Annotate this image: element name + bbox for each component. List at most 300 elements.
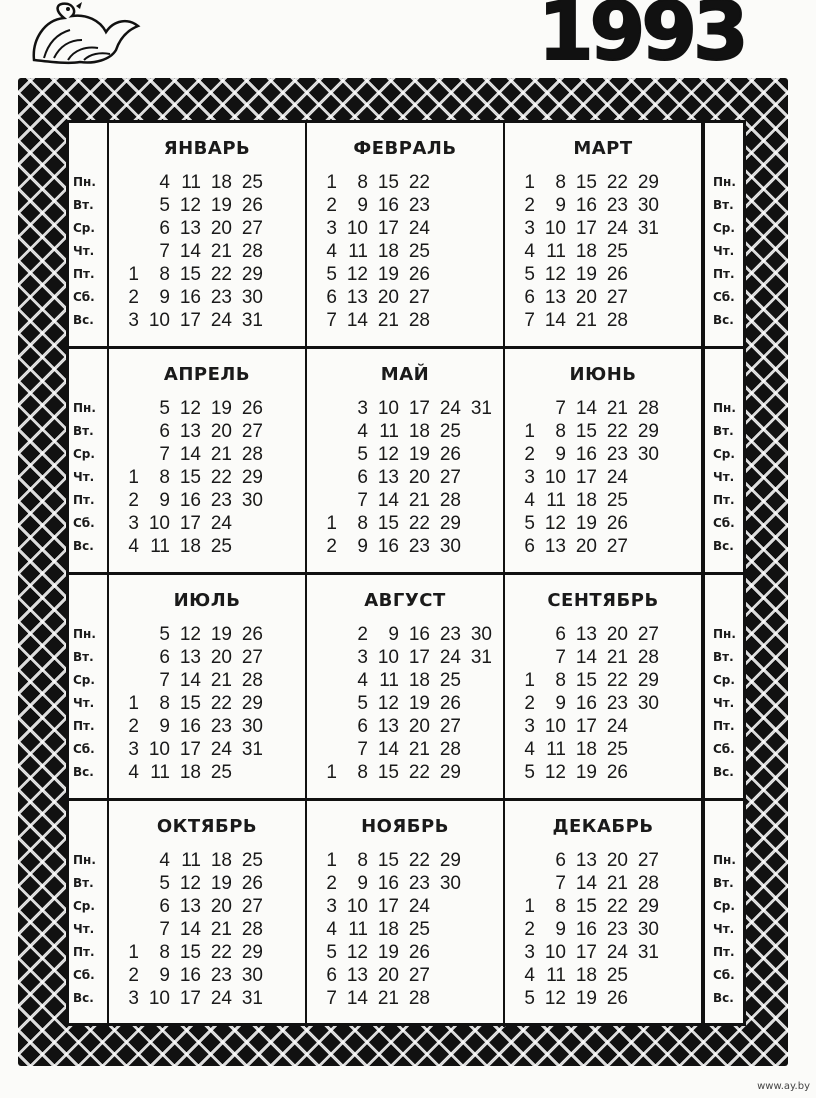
week-row bbox=[117, 895, 265, 918]
day-number: 22 bbox=[408, 850, 430, 871]
day-number bbox=[630, 761, 661, 784]
day-number bbox=[463, 692, 494, 715]
day-number: 17 bbox=[179, 739, 201, 760]
week-row bbox=[513, 692, 661, 715]
day-number: 27 bbox=[241, 647, 263, 668]
weekday-label: Вт. bbox=[713, 424, 734, 438]
weekday-column bbox=[69, 349, 109, 572]
day-number: 15 bbox=[575, 896, 597, 917]
weekday-label: Пн. bbox=[73, 401, 96, 415]
day-number: 1 bbox=[326, 172, 337, 193]
day-number: 30 bbox=[241, 965, 263, 986]
day-number: 10 bbox=[544, 942, 566, 963]
day-number: 13 bbox=[575, 850, 597, 871]
day-number: 16 bbox=[408, 624, 430, 645]
day-number: 12 bbox=[346, 942, 368, 963]
month-name: ИЮЛЬ bbox=[173, 590, 241, 611]
day-number: 1 bbox=[326, 513, 337, 534]
day-number bbox=[315, 715, 339, 738]
day-number: 30 bbox=[637, 919, 659, 940]
day-number: 16 bbox=[377, 195, 399, 216]
day-number: 9 bbox=[357, 873, 368, 894]
day-number: 29 bbox=[637, 172, 659, 193]
weekday-label: Пн. bbox=[713, 853, 736, 867]
week-row bbox=[513, 535, 661, 558]
weekday-label: Сб. bbox=[73, 968, 95, 982]
day-number bbox=[117, 669, 141, 692]
day-number: 15 bbox=[575, 172, 597, 193]
week-row bbox=[513, 918, 661, 941]
weekday-label: Вс. bbox=[73, 313, 94, 327]
day-number: 4 bbox=[524, 490, 535, 511]
day-number: 11 bbox=[379, 421, 399, 442]
day-number bbox=[315, 420, 339, 443]
day-number: 6 bbox=[357, 716, 368, 737]
day-number: 14 bbox=[179, 919, 201, 940]
day-number: 6 bbox=[555, 624, 566, 645]
day-number: 23 bbox=[606, 444, 628, 465]
day-number: 10 bbox=[148, 310, 170, 331]
month-block bbox=[109, 575, 307, 798]
week-row bbox=[513, 263, 661, 286]
day-number bbox=[513, 646, 537, 669]
day-number bbox=[630, 286, 661, 309]
day-number: 2 bbox=[524, 919, 535, 940]
day-number: 11 bbox=[181, 172, 201, 193]
day-number: 16 bbox=[377, 873, 399, 894]
day-number: 30 bbox=[241, 490, 263, 511]
day-number: 29 bbox=[241, 264, 263, 285]
weekday-label: Вс. bbox=[713, 539, 734, 553]
day-number: 11 bbox=[348, 919, 368, 940]
calendar-grid bbox=[66, 120, 746, 1026]
day-number: 18 bbox=[377, 919, 399, 940]
day-number bbox=[463, 761, 494, 784]
day-number: 3 bbox=[357, 647, 368, 668]
day-number: 9 bbox=[555, 693, 566, 714]
weekday-label: Пт. bbox=[713, 719, 735, 733]
day-number: 24 bbox=[606, 467, 628, 488]
day-number: 13 bbox=[346, 965, 368, 986]
day-number bbox=[432, 286, 463, 309]
weekday-label: Пн. bbox=[73, 627, 96, 641]
day-number: 24 bbox=[210, 310, 232, 331]
day-number: 26 bbox=[606, 762, 628, 783]
month-block bbox=[505, 575, 703, 798]
day-number: 20 bbox=[408, 467, 430, 488]
day-number: 12 bbox=[544, 988, 566, 1009]
day-number bbox=[513, 849, 537, 872]
week-row bbox=[117, 872, 265, 895]
week-row bbox=[513, 715, 661, 738]
weekday-label: Ср. bbox=[73, 447, 95, 461]
day-number: 4 bbox=[128, 536, 139, 557]
day-number: 21 bbox=[377, 988, 399, 1009]
week-row bbox=[315, 715, 494, 738]
day-number bbox=[463, 715, 494, 738]
weekday-label: Ср. bbox=[713, 447, 735, 461]
day-number: 1 bbox=[128, 467, 139, 488]
day-number bbox=[117, 171, 141, 194]
day-number: 10 bbox=[148, 988, 170, 1009]
day-number bbox=[463, 738, 494, 761]
day-number bbox=[432, 987, 463, 1010]
day-number: 10 bbox=[148, 739, 170, 760]
day-number: 16 bbox=[179, 287, 201, 308]
day-number: 12 bbox=[179, 873, 201, 894]
weekday-label: Пн. bbox=[713, 627, 736, 641]
day-number: 6 bbox=[159, 421, 170, 442]
weekday-label: Вс. bbox=[713, 313, 734, 327]
week-row bbox=[117, 263, 265, 286]
day-number: 31 bbox=[470, 398, 492, 419]
day-number: 28 bbox=[606, 310, 628, 331]
day-number: 18 bbox=[408, 670, 430, 691]
day-number: 25 bbox=[241, 172, 263, 193]
day-number: 18 bbox=[575, 241, 597, 262]
week-row bbox=[315, 286, 463, 309]
day-number: 27 bbox=[606, 287, 628, 308]
day-number: 23 bbox=[606, 195, 628, 216]
week-row bbox=[315, 646, 494, 669]
month-name: ЯНВАРЬ bbox=[163, 138, 251, 159]
day-number: 4 bbox=[357, 670, 368, 691]
day-number: 21 bbox=[575, 310, 597, 331]
day-number: 28 bbox=[637, 398, 659, 419]
weekday-column bbox=[703, 349, 743, 572]
day-number: 16 bbox=[377, 536, 399, 557]
week-row bbox=[117, 692, 265, 715]
week-row bbox=[513, 761, 661, 784]
day-number: 15 bbox=[377, 850, 399, 871]
day-number: 12 bbox=[179, 195, 201, 216]
day-number: 15 bbox=[179, 467, 201, 488]
week-row bbox=[315, 761, 494, 784]
day-number: 18 bbox=[575, 490, 597, 511]
week-row bbox=[117, 309, 265, 332]
day-number: 2 bbox=[128, 287, 139, 308]
day-number: 25 bbox=[439, 670, 461, 691]
day-number: 5 bbox=[159, 195, 170, 216]
weekday-label: Чт. bbox=[73, 244, 95, 258]
day-number: 12 bbox=[179, 398, 201, 419]
day-number: 14 bbox=[575, 398, 597, 419]
weekday-label: Сб. bbox=[713, 968, 735, 982]
weekday-label: Пт. bbox=[713, 945, 735, 959]
day-number: 8 bbox=[159, 693, 170, 714]
day-number: 5 bbox=[524, 762, 535, 783]
day-number: 21 bbox=[408, 490, 430, 511]
week-row bbox=[513, 466, 661, 489]
day-number: 8 bbox=[357, 513, 368, 534]
day-number: 23 bbox=[408, 873, 430, 894]
weekday-label: Вс. bbox=[713, 765, 734, 779]
day-number: 7 bbox=[159, 241, 170, 262]
day-number: 29 bbox=[637, 896, 659, 917]
day-number bbox=[315, 669, 339, 692]
day-number: 25 bbox=[408, 241, 430, 262]
week-row bbox=[117, 918, 265, 941]
week-row bbox=[513, 512, 661, 535]
month-block bbox=[505, 123, 703, 346]
day-number: 20 bbox=[210, 421, 232, 442]
week-row bbox=[315, 692, 494, 715]
day-number: 23 bbox=[439, 624, 461, 645]
quarter-row bbox=[69, 349, 743, 575]
weekday-label: Вс. bbox=[73, 991, 94, 1005]
day-number bbox=[315, 443, 339, 466]
weekday-label: Пт. bbox=[713, 267, 735, 281]
day-number bbox=[463, 535, 494, 558]
day-number: 21 bbox=[210, 241, 232, 262]
day-number: 22 bbox=[408, 762, 430, 783]
day-number: 25 bbox=[210, 762, 232, 783]
day-number: 6 bbox=[159, 896, 170, 917]
day-number: 29 bbox=[439, 762, 461, 783]
watermark: www.ay.by bbox=[757, 1081, 810, 1092]
day-number: 22 bbox=[606, 421, 628, 442]
week-row bbox=[117, 240, 265, 263]
day-number: 19 bbox=[408, 693, 430, 714]
day-number bbox=[432, 194, 463, 217]
day-number: 27 bbox=[241, 896, 263, 917]
day-number: 3 bbox=[128, 513, 139, 534]
week-row bbox=[513, 286, 661, 309]
day-number bbox=[630, 512, 661, 535]
day-number bbox=[630, 466, 661, 489]
day-number bbox=[513, 872, 537, 895]
month-name: АВГУСТ bbox=[364, 590, 446, 611]
weekday-label: Вт. bbox=[713, 650, 734, 664]
day-number: 24 bbox=[606, 716, 628, 737]
day-number: 20 bbox=[575, 287, 597, 308]
week-row bbox=[513, 443, 661, 466]
week-row bbox=[315, 535, 494, 558]
week-row bbox=[117, 669, 265, 692]
day-number: 20 bbox=[606, 624, 628, 645]
day-number: 30 bbox=[241, 287, 263, 308]
day-number: 3 bbox=[524, 218, 535, 239]
day-number: 31 bbox=[637, 218, 659, 239]
day-number: 12 bbox=[377, 444, 399, 465]
day-number: 12 bbox=[544, 264, 566, 285]
day-number: 11 bbox=[150, 536, 170, 557]
month-block bbox=[307, 123, 505, 346]
day-number: 22 bbox=[606, 172, 628, 193]
day-number bbox=[432, 964, 463, 987]
day-number: 29 bbox=[439, 850, 461, 871]
weekday-label: Пт. bbox=[73, 493, 95, 507]
day-number: 24 bbox=[439, 647, 461, 668]
day-number: 25 bbox=[439, 421, 461, 442]
day-number: 8 bbox=[159, 942, 170, 963]
day-number: 31 bbox=[241, 988, 263, 1009]
day-number: 6 bbox=[555, 850, 566, 871]
weekday-label: Пн. bbox=[73, 175, 96, 189]
day-number: 1 bbox=[128, 942, 139, 963]
day-number: 7 bbox=[524, 310, 535, 331]
day-number: 20 bbox=[377, 965, 399, 986]
day-number: 4 bbox=[524, 965, 535, 986]
day-number bbox=[630, 535, 661, 558]
week-row bbox=[117, 761, 265, 784]
weekday-column bbox=[69, 801, 109, 1027]
weekday-label: Сб. bbox=[73, 290, 95, 304]
day-number: 5 bbox=[326, 264, 337, 285]
day-number: 1 bbox=[326, 850, 337, 871]
day-number: 3 bbox=[128, 310, 139, 331]
day-number: 11 bbox=[150, 762, 170, 783]
day-number: 7 bbox=[555, 398, 566, 419]
day-number: 5 bbox=[524, 988, 535, 1009]
day-number: 23 bbox=[210, 490, 232, 511]
day-number: 9 bbox=[388, 624, 399, 645]
day-number: 30 bbox=[439, 536, 461, 557]
day-number: 26 bbox=[408, 264, 430, 285]
weekday-column bbox=[69, 575, 109, 798]
week-row bbox=[315, 263, 463, 286]
day-number bbox=[513, 397, 537, 420]
day-number: 12 bbox=[346, 264, 368, 285]
day-number bbox=[432, 309, 463, 332]
rooster-icon bbox=[24, 0, 144, 66]
day-number bbox=[117, 918, 141, 941]
weekday-label: Пт. bbox=[713, 493, 735, 507]
day-number: 8 bbox=[555, 421, 566, 442]
day-number bbox=[630, 738, 661, 761]
day-number: 29 bbox=[637, 421, 659, 442]
weekday-label: Вт. bbox=[713, 876, 734, 890]
weekday-label: Чт. bbox=[713, 244, 735, 258]
day-number bbox=[315, 397, 339, 420]
day-number: 11 bbox=[546, 490, 566, 511]
week-row bbox=[315, 849, 463, 872]
day-number bbox=[315, 646, 339, 669]
day-number: 28 bbox=[439, 739, 461, 760]
day-number: 27 bbox=[408, 287, 430, 308]
week-row bbox=[513, 240, 661, 263]
day-number: 19 bbox=[408, 444, 430, 465]
week-row bbox=[315, 309, 463, 332]
day-number: 11 bbox=[546, 965, 566, 986]
month-block bbox=[109, 349, 307, 572]
day-number: 31 bbox=[637, 942, 659, 963]
weekday-label: Пт. bbox=[73, 945, 95, 959]
day-number: 17 bbox=[377, 896, 399, 917]
day-number: 11 bbox=[181, 850, 201, 871]
day-number bbox=[463, 489, 494, 512]
day-number: 13 bbox=[179, 218, 201, 239]
day-number bbox=[432, 918, 463, 941]
day-number: 13 bbox=[179, 421, 201, 442]
day-number: 30 bbox=[637, 195, 659, 216]
weekday-label: Пн. bbox=[73, 853, 96, 867]
day-number: 10 bbox=[544, 716, 566, 737]
day-number: 17 bbox=[575, 716, 597, 737]
day-number: 8 bbox=[159, 264, 170, 285]
day-number: 19 bbox=[210, 873, 232, 894]
week-row bbox=[315, 918, 463, 941]
day-number: 18 bbox=[179, 762, 201, 783]
weekday-label: Ср. bbox=[73, 673, 95, 687]
weekday-label: Чт. bbox=[713, 470, 735, 484]
week-row bbox=[315, 512, 494, 535]
day-number: 21 bbox=[377, 310, 399, 331]
day-number: 3 bbox=[357, 398, 368, 419]
day-number: 2 bbox=[524, 693, 535, 714]
month-name: ИЮНЬ bbox=[569, 364, 637, 385]
weekday-label: Вт. bbox=[73, 424, 94, 438]
day-number bbox=[234, 761, 265, 784]
day-number: 8 bbox=[555, 172, 566, 193]
quarter-row bbox=[69, 801, 743, 1027]
day-number: 6 bbox=[357, 467, 368, 488]
day-number: 29 bbox=[241, 693, 263, 714]
week-row bbox=[315, 217, 463, 240]
day-number: 8 bbox=[357, 762, 368, 783]
day-number: 4 bbox=[357, 421, 368, 442]
day-number: 25 bbox=[241, 850, 263, 871]
weekday-label: Вт. bbox=[713, 198, 734, 212]
day-number bbox=[630, 489, 661, 512]
day-number bbox=[117, 443, 141, 466]
day-number: 13 bbox=[544, 287, 566, 308]
weekday-column bbox=[69, 123, 109, 346]
day-number: 5 bbox=[159, 624, 170, 645]
day-number: 6 bbox=[524, 536, 535, 557]
week-row bbox=[513, 895, 661, 918]
day-number: 3 bbox=[326, 218, 337, 239]
day-number: 10 bbox=[346, 218, 368, 239]
year-title: 1993 bbox=[538, 0, 745, 78]
weekday-label: Ср. bbox=[73, 899, 95, 913]
week-row bbox=[117, 194, 265, 217]
day-number: 4 bbox=[326, 919, 337, 940]
weekday-label: Пт. bbox=[73, 267, 95, 281]
week-row bbox=[117, 286, 265, 309]
day-number: 10 bbox=[148, 513, 170, 534]
day-number: 10 bbox=[377, 647, 399, 668]
month-days bbox=[117, 397, 265, 558]
day-number: 24 bbox=[210, 513, 232, 534]
weekday-label: Пт. bbox=[73, 719, 95, 733]
day-number bbox=[315, 623, 339, 646]
day-number: 15 bbox=[179, 942, 201, 963]
day-number bbox=[463, 443, 494, 466]
day-number: 16 bbox=[575, 693, 597, 714]
day-number bbox=[463, 420, 494, 443]
day-number: 21 bbox=[606, 398, 628, 419]
day-number: 6 bbox=[159, 647, 170, 668]
day-number: 26 bbox=[606, 988, 628, 1009]
month-block bbox=[109, 801, 307, 1027]
day-number: 28 bbox=[408, 988, 430, 1009]
week-row bbox=[513, 646, 661, 669]
day-number: 8 bbox=[555, 670, 566, 691]
day-number bbox=[463, 466, 494, 489]
day-number bbox=[117, 623, 141, 646]
day-number: 7 bbox=[159, 444, 170, 465]
day-number: 9 bbox=[159, 287, 170, 308]
week-row bbox=[117, 420, 265, 443]
week-row bbox=[315, 623, 494, 646]
day-number: 5 bbox=[357, 693, 368, 714]
day-number: 26 bbox=[241, 624, 263, 645]
weekday-label: Ср. bbox=[713, 221, 735, 235]
week-row bbox=[315, 738, 494, 761]
month-days bbox=[117, 623, 265, 784]
week-row bbox=[513, 489, 661, 512]
